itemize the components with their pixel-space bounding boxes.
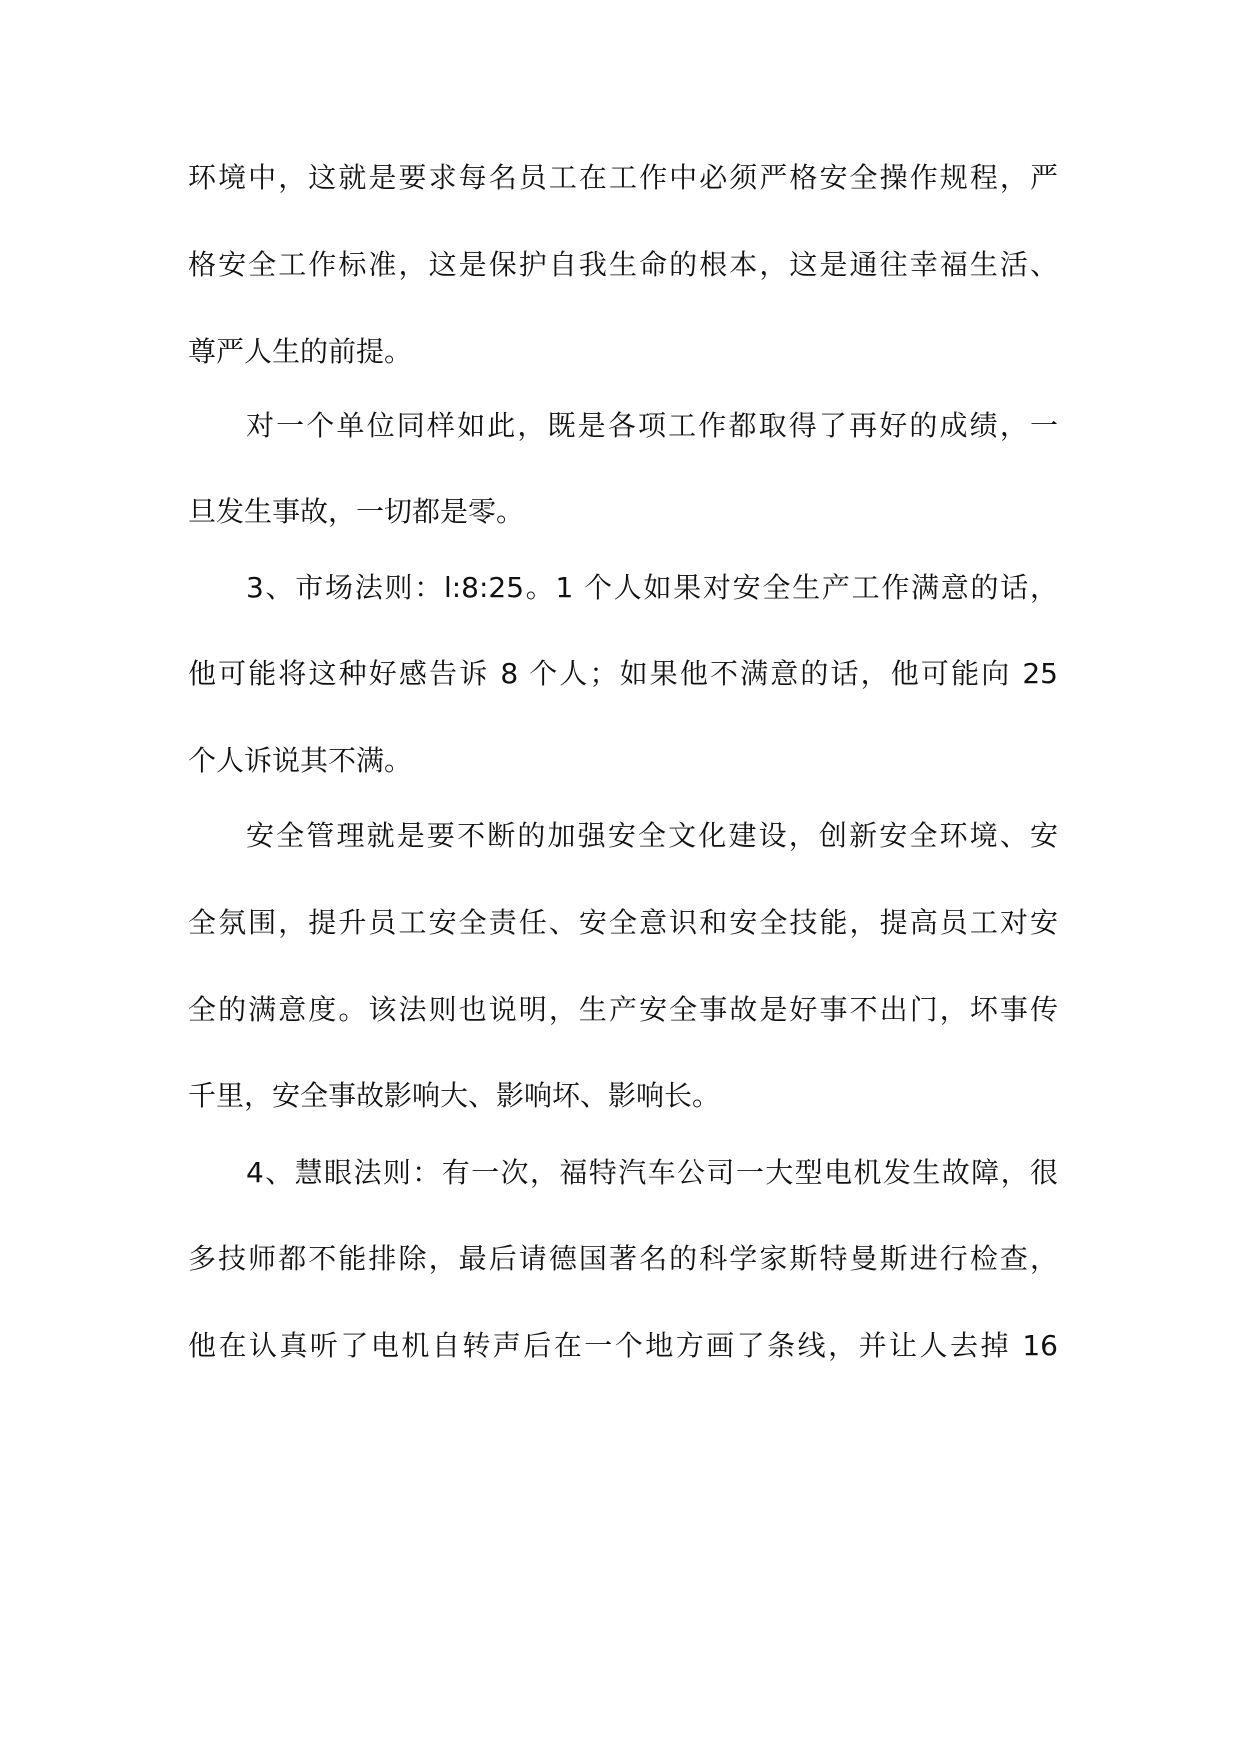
text-line: 全氛围，提升员工安全责任、安全意识和安全技能，提高员工对安 bbox=[188, 906, 1058, 939]
text-line: 格安全工作标准，这是保护自我生命的根本，这是通往幸福生活、 bbox=[188, 248, 1058, 281]
text-line: 3、市场法则：l:8:25。1 个人如果对安全生产工作满意的话， bbox=[246, 571, 1058, 604]
text-line: 他在认真听了电机自转声后在一个地方画了条线，并让人去掉 16 bbox=[188, 1329, 1058, 1362]
text-line: 安全管理就是要不断的加强安全文化建设，创新安全环境、安 bbox=[246, 819, 1058, 852]
text-line: 旦发生事故，一切都是零。 bbox=[188, 495, 525, 528]
text-line: 个人诉说其不满。 bbox=[188, 744, 413, 777]
text-line: 对一个单位同样如此，既是各项工作都取得了再好的成绩，一 bbox=[246, 409, 1058, 442]
text-line: 他可能将这种好感告诉 8 个人；如果他不满意的话，他可能向 25 bbox=[188, 657, 1058, 690]
text-line: 千里，安全事故影响大、影响坏、影响长。 bbox=[188, 1079, 721, 1112]
text-line: 全的满意度。该法则也说明，生产安全事故是好事不出门，坏事传 bbox=[188, 993, 1058, 1026]
text-line: 环境中，这就是要求每名员工在工作中必须严格安全操作规程，严 bbox=[188, 161, 1058, 194]
text-line: 4、慧眼法则：有一次，福特汽车公司一大型电机发生故障，很 bbox=[246, 1156, 1058, 1189]
text-line: 尊严人生的前提。 bbox=[188, 335, 413, 368]
text-line: 多技师都不能排除，最后请德国著名的科学家斯特曼斯进行检查， bbox=[188, 1242, 1058, 1275]
